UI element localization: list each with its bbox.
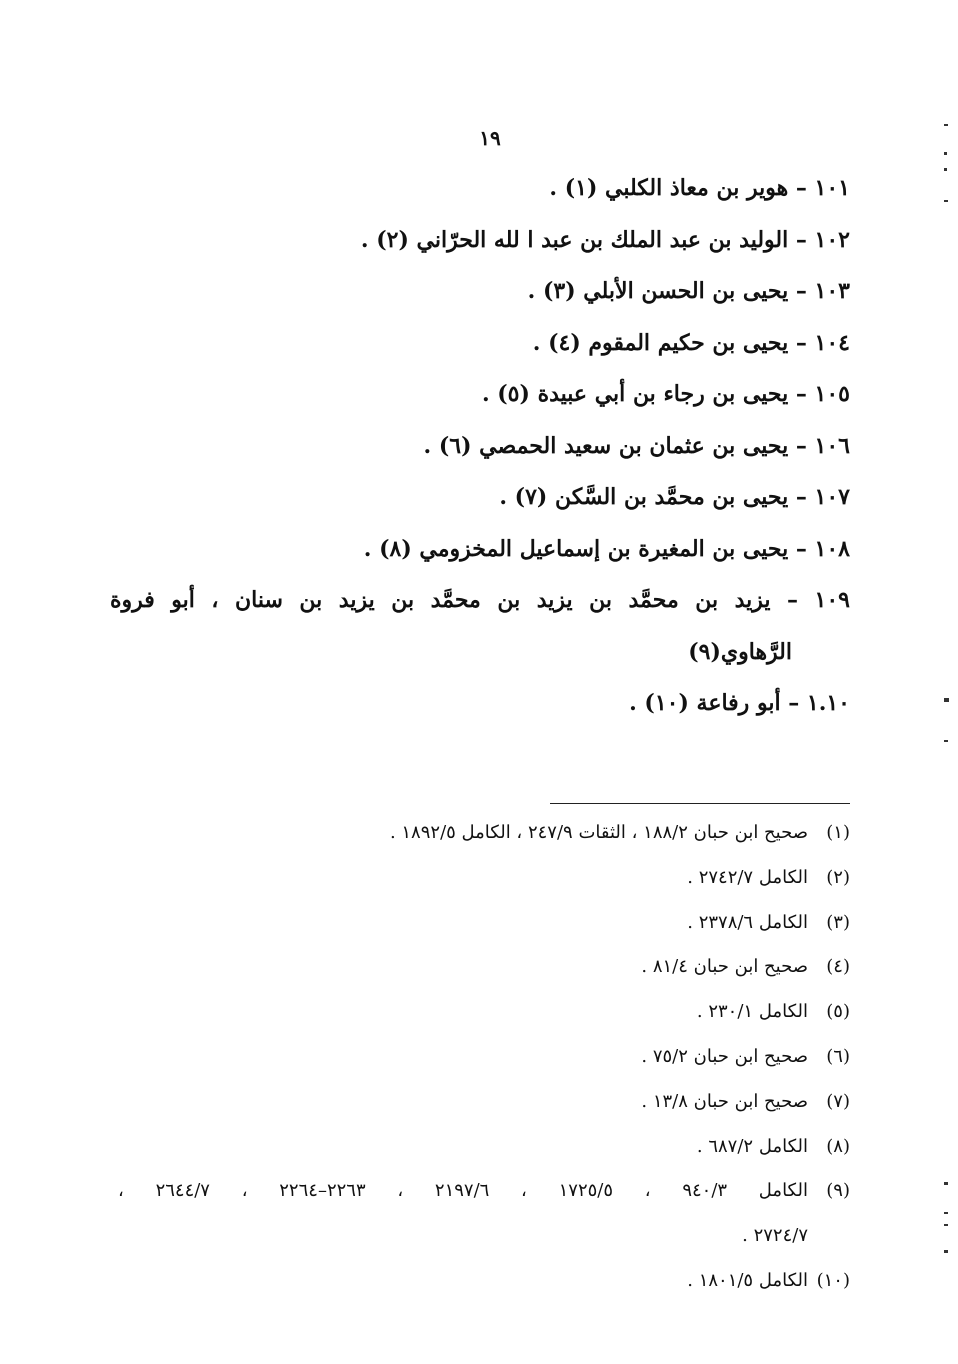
scan-mark: [944, 1224, 948, 1226]
scan-mark: [944, 1182, 948, 1185]
scan-mark: [944, 152, 947, 155]
entry-108: ١٠٨ – يحيى بن المغيرة بن إسماعيل المخزومي (٨) .: [363, 535, 850, 562]
entry-104: ١٠٤ – يحيى بن حكيم المقوم (٤) .: [532, 329, 850, 356]
footnote-text: ٢٧٢٤/٧ .: [742, 1225, 808, 1247]
footnote-number: (٤): [826, 956, 850, 978]
footnote-text: صحيح ابن حبان ٨١/٤ .: [641, 956, 808, 978]
footnote-9: [110, 1173, 850, 1218]
footnote-separator: [550, 803, 850, 804]
entry-109-continuation: الرَّهاوي(٩): [688, 638, 792, 665]
footnote-4: [110, 949, 850, 994]
scan-mark: [944, 740, 948, 742]
footnote-number: (٧): [826, 1090, 850, 1112]
footnote-text: صحيح ابن حبان ٧٥/٢ .: [641, 1045, 808, 1067]
scan-mark: [944, 200, 948, 202]
footnote-text: الكامل ٢٧٤٢/٧ .: [687, 866, 808, 888]
entry-109: ١٠٩ – يزيد بن محمَّد بن يزيد بن محمَّد بن يزيد بن سنان ، أبو فروة: [110, 587, 850, 613]
footnote-text: الكامل ٦٨٧/٢ .: [696, 1135, 808, 1157]
footnote-number: (١٠): [816, 1269, 850, 1291]
footnote-6: [110, 1039, 850, 1084]
footnote-7: [110, 1084, 850, 1129]
footnote-text: صحيح ابن حبان ١٣/٨ .: [641, 1090, 808, 1112]
scan-mark: [944, 698, 949, 702]
entry-list: [110, 166, 850, 733]
footnote-8: [110, 1129, 850, 1174]
footnote-10: [110, 1263, 850, 1308]
entry-101: ١٠١ – هوير بن معاذ الكلبي (١) .: [549, 175, 850, 201]
entry-103: ١٠٣ – يحيى بن الحسن الأبلي (٣) .: [527, 278, 850, 304]
footnote-9-continuation: [110, 1218, 850, 1263]
scan-mark: [944, 1250, 948, 1253]
footnote-number: (٩): [826, 1180, 850, 1202]
footnote-number: (٢): [826, 866, 850, 888]
entry-110: ١.١٠ – أبو رفاعة (١٠) .: [629, 690, 850, 716]
footnote-text: صحيح ابن حبان ١٨٨/٢ ، الثقات ٢٤٧/٩ ، الكامل ١٨٩٢/٥ .: [389, 822, 808, 843]
footnote-text: الكامل ٩٤٠/٣ ، ١٧٢٥/٥ ، ٢١٩٧/٦ ، ٢٢٦٣–٢٢٦٤ ، ٢٦٤٤/٧ ،: [118, 1180, 808, 1202]
entry-107: ١٠٧ – يحيى بن محمَّد بن السَّكن (٧) .: [499, 484, 850, 510]
entry-102: ١٠٢ – الوليد بن عبد الملك بن عبد ا لله الحرّاني (٢) .: [360, 226, 850, 253]
page-number: ١٩: [479, 126, 501, 150]
footnote-text: الكامل ٢٣٧٨/٦ .: [687, 911, 808, 933]
footnote-2: [110, 860, 850, 905]
footnote-3: [110, 905, 850, 950]
footnote-5: [110, 994, 850, 1039]
footnote-list: [110, 815, 850, 1308]
entry-105: ١٠٥ – يحيى بن رجاء بن أبي عبيدة (٥) .: [481, 381, 850, 407]
scan-mark: [944, 168, 947, 171]
footnote-number: (٥): [826, 1001, 850, 1023]
footnote-text: الكامل ٢٣٠/١ .: [696, 1001, 808, 1023]
entry-106: ١٠٦ – يحيى بن عثمان بن سعيد الحمصي (٦) .: [423, 432, 850, 459]
footnote-number: (٣): [826, 911, 850, 933]
scan-mark: [944, 1212, 948, 1214]
footnote-number: (١): [826, 822, 850, 843]
scan-mark: [944, 124, 948, 126]
footnote-1: [110, 815, 850, 860]
footnote-text: الكامل ١٨٠١/٥ .: [687, 1269, 808, 1291]
footnote-number: (٦): [826, 1045, 850, 1067]
footnote-number: (٨): [826, 1135, 850, 1157]
